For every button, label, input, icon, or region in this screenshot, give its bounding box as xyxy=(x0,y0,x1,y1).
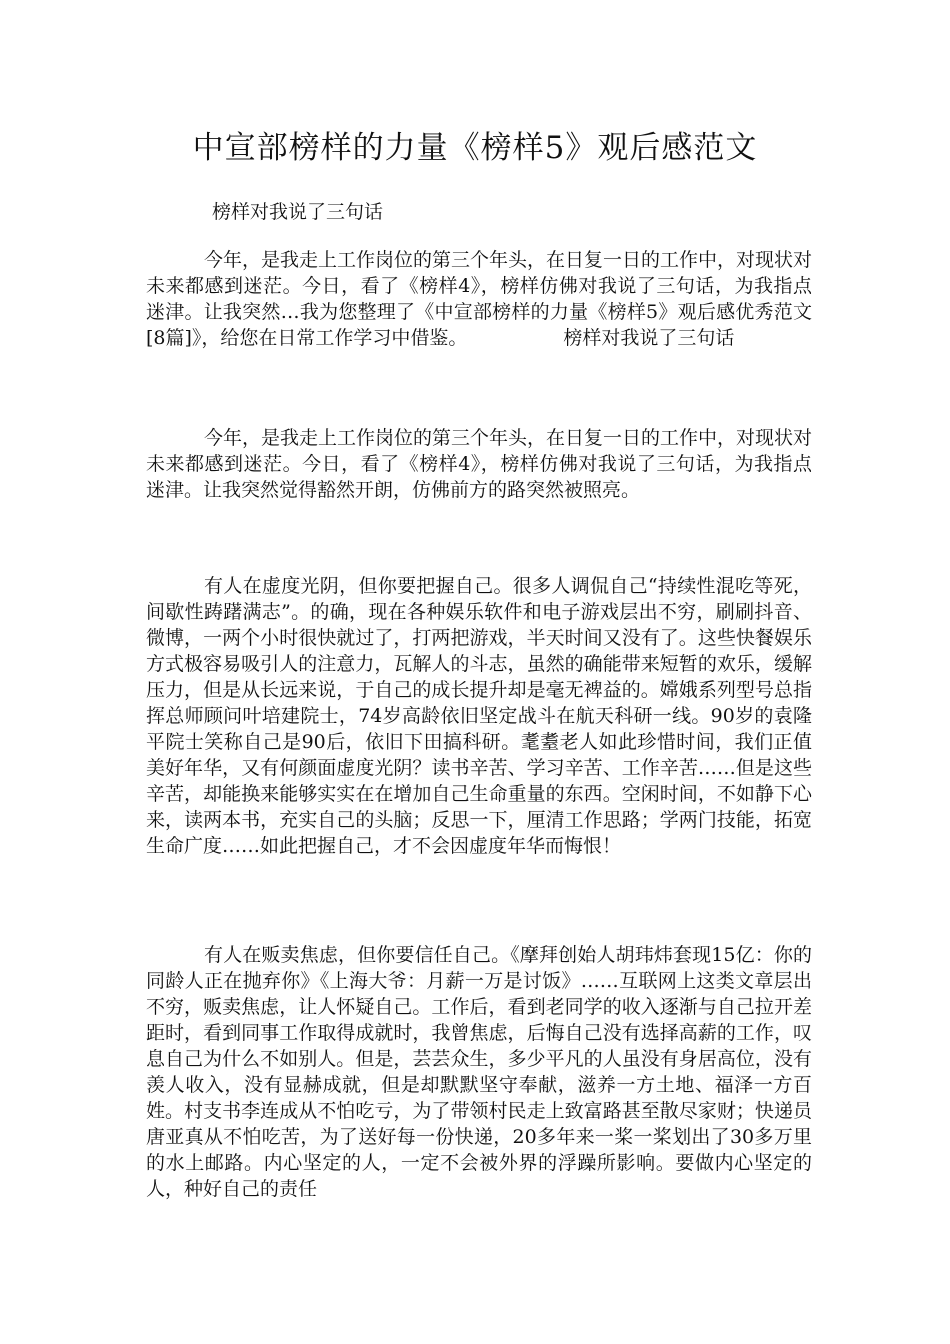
paragraph-seize-time: 有人在虚度光阴，但你要把握自己。很多人调侃自己“持续性混吃等死，间歇性踌躇满志”。的确，现在各种娱乐软件和电子游戏层出不穷，刷刷抖音、微博，一两个小时很快就过了，打两把游戏，半天时间又没有了。这些快餐娱乐方式极容易吸引人的注意力，瓦解人的斗志，虽然的确能带来短暂的欢乐，缓解压力，但是从长远来说，于自己的成长提升却是毫无裨益的。嫦娥系列型号总指挥总师顾问叶培建院士，74岁高龄依旧坚定战斗在航天科研一线。90岁的袁隆平院士笑称自己是90后，依旧下田搞科研。耄耋老人如此珍惜时间，我们正值美好年华，又有何颜面虚度光阴？读书辛苦、学习辛苦、工作辛苦……但是这些辛苦，却能换来能够实实在在增加自己生命重量的东西。空闲时间，不如静下心来，读两本书，充实自己的头脑；反思一下，厘清工作思路；学两门技能，拓宽生命广度……如此把握自己，才不会因虚度年华而悔恨！ xyxy=(146,575,812,857)
document-subtitle: 榜样对我说了三句话 xyxy=(212,201,384,223)
paragraph-trust-yourself: 有人在贩卖焦虑，但你要信任自己。《摩拜创始人胡玮炜套现15亿：你的同龄人正在抛弃你》《上海大爷：月薪一万是讨饭》……互联网上这类文章层出不穷，贩卖焦虑，让人怀疑自己。工作后，看到老同学的收入逐渐与自己拉开差距时，看到同事工作取得成就时，我曾焦虑，后悔自己没有选择高薪的工作，叹息自己为什么不如别人。但是，芸芸众生，多少平凡的人虽没有身居高位，没有羡人收入，没有显赫成就，但是却默默坚守奉献，滋养一方土地、福泽一方百姓。村支书李连成从不怕吃亏，为了带领村民走上致富路甚至散尽家财；快递员唐亚真从不怕吃苦，为了送好每一份快递，20多年来一桨一桨划出了30多万里的水上邮路。内心坚定的人，一定不会被外界的浮躁所影响。要做内心坚定的人，种好自己的责任 xyxy=(146,944,812,1200)
document-title: 中宣部榜样的力量《榜样5》观后感范文 xyxy=(192,130,758,166)
paragraph-opening: 今年，是我走上工作岗位的第三个年头，在日复一日的工作中，对现状对未来都感到迷茫。今日，看了《榜样4》，榜样仿佛对我说了三句话，为我指点迷津。让我突然觉得豁然开朗，仿佛前方的路突然被照亮。 xyxy=(146,427,813,501)
paragraph-intro xyxy=(146,247,812,351)
paragraph-intro-heading: 榜样对我说了三句话 xyxy=(563,327,735,349)
paragraph-intro-text: 今年，是我走上工作岗位的第三个年头，在日复一日的工作中，对现状对未来都感到迷茫。今日，看了《榜样4》，榜样仿佛对我说了三句话，为我指点迷津。让我突然…我为您整理了《中宣部榜样的力量《榜样5》观后感优秀范文[8篇]》，给您在日常工作学习中借鉴。 xyxy=(146,249,813,349)
